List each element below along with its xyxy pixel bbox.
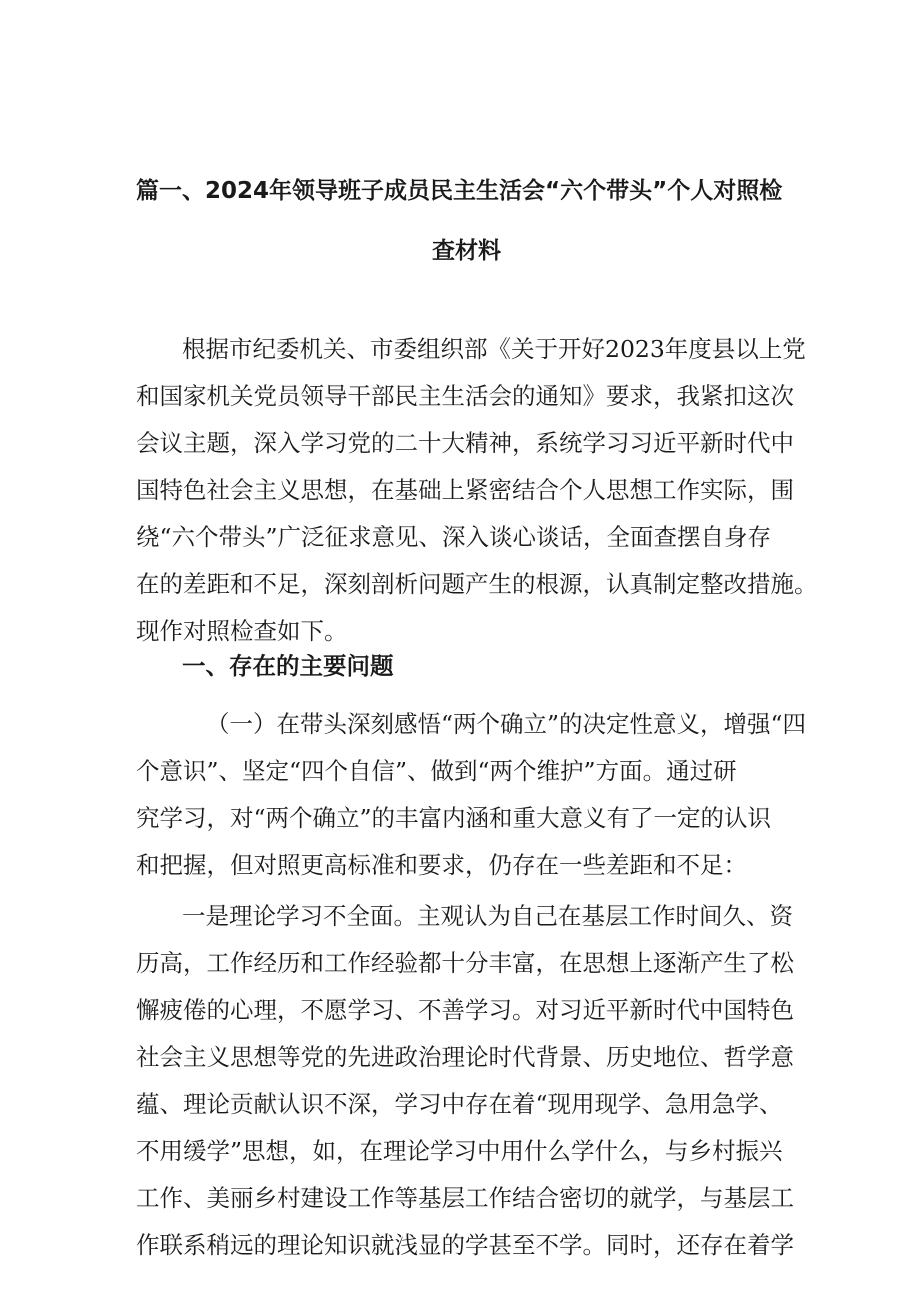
paragraph-1-line: 和国家机关党员领导干部民主生活会的通知》要求，我紧扣这次 [136, 382, 794, 410]
paragraph-2-line: 和把握，但对照更高标准和要求，仍存在一些差距和不足： [136, 851, 747, 879]
paragraph-2-line: 究学习，对“两个确立”的丰富内涵和重大意义有了一定的认识 [136, 804, 772, 832]
paragraph-3-line: 作联系稍远的理论知识就浅显的学甚至不学。同时，还存在着学 [136, 1231, 794, 1259]
paragraph-2-line: 个意识”、坚定“四个自信”、做到“两个维护”方面。通过研 [136, 757, 737, 785]
paragraph-1-line: 会议主题，深入学习党的二十大精神，系统学习习近平新时代中 [136, 429, 794, 457]
paragraph-3-line: 社会主义思想等党的先进政治理论时代背景、历史地位、哲学意 [136, 1043, 794, 1071]
document-title-line-1: 篇一、2024年领导班子成员民主生活会“六个带头”个人对照检 [136, 178, 783, 204]
paragraph-3-line: 蕴、理论贡献认识不深，学习中存在着“现用现学、急用急学、 [136, 1090, 783, 1118]
paragraph-2-line: （一）在带头深刻感悟“两个确立”的决定性意义，增强“四 [206, 710, 807, 738]
paragraph-1-line: 现作对照检查如下。 [136, 617, 348, 645]
paragraph-3-line: 一是理论学习不全面。主观认为自己在基层工作时间久、资 [182, 902, 793, 930]
paragraph-3-line: 工作、美丽乡村建设工作等基层工作结合密切的就学，与基层工 [136, 1184, 794, 1212]
paragraph-1-line: 根据市纪委机关、市委组织部《关于开好2023年度县以上党 [182, 335, 806, 363]
document-title-line-2: 查材料 [432, 238, 501, 264]
paragraph-1-line: 绕“六个带头”广泛征求意见、深入谈心谈话，全面查摆自身存 [136, 523, 772, 551]
paragraph-1-line: 在的差距和不足，深刻剖析问题产生的根源，认真制定整改措施。 [136, 570, 818, 598]
paragraph-1-line: 国特色社会主义思想，在基础上紧密结合个人思想工作实际，围 [136, 476, 794, 504]
section-heading: 一、存在的主要问题 [182, 652, 394, 680]
paragraph-3-line: 懈疲倦的心理，不愿学习、不善学习。对习近平新时代中国特色 [136, 996, 794, 1024]
paragraph-3-line: 不用缓学”思想，如，在理论学习中用什么学什么，与乡村振兴 [136, 1137, 783, 1165]
paragraph-3-line: 历高，工作经历和工作经验都十分丰富，在思想上逐渐产生了松 [136, 949, 794, 977]
